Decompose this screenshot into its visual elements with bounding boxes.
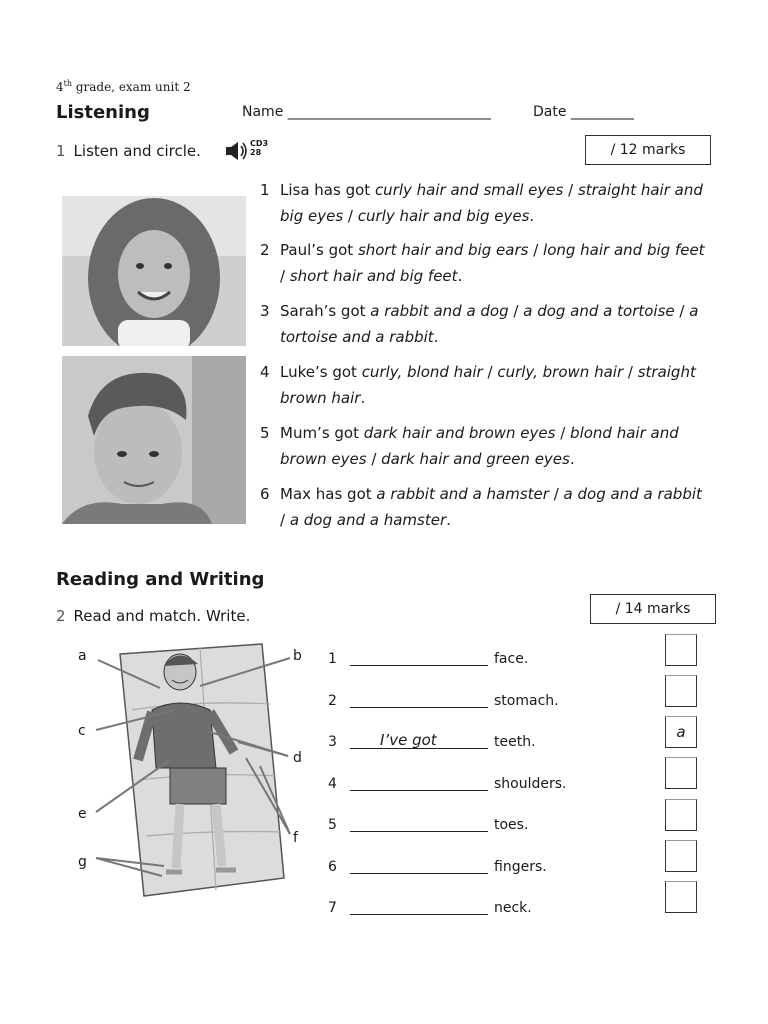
label-c: c — [78, 723, 86, 739]
listening-marks-box: / 12 marks — [585, 135, 711, 165]
choice[interactable]: a rabbit and a hamster — [376, 485, 549, 503]
choice[interactable]: a dog and a rabbit — [563, 485, 702, 503]
label-a: a — [78, 648, 87, 664]
choice[interactable]: straight brown hair — [280, 363, 696, 407]
label-g: g — [78, 854, 87, 870]
listening-item-5: 5 Mum’s got dark hair and brown eyes / blond hair and brown eyes / dark hair and green eyes. — [260, 424, 679, 468]
letter-box-3[interactable]: a — [665, 716, 697, 748]
listening-item-2: 2 Paul’s got short hair and big ears / long hair and big feet / short hair and big feet. — [260, 241, 705, 285]
task-1-instruction: 1 Listen and circle. — [56, 142, 201, 160]
cd-track-label: CD3 28 — [250, 139, 269, 157]
listening-item-1: 1 Lisa has got curly hair and small eyes / straight hair and big eyes / curly hair and big eyes. — [260, 181, 703, 225]
boy-photo — [62, 356, 246, 524]
task-2-instruction: 2 Read and match. Write. — [56, 607, 251, 625]
choice[interactable]: short hair and big feet — [289, 267, 458, 285]
girl-photo — [62, 196, 246, 346]
answer-blank[interactable] — [350, 813, 488, 832]
choice[interactable]: a rabbit and a dog — [370, 302, 509, 320]
letter-box-2[interactable] — [665, 675, 697, 707]
label-e: e — [78, 806, 87, 822]
answer-blank[interactable] — [350, 896, 488, 915]
answer-blank[interactable] — [350, 689, 488, 708]
choice[interactable]: curly hair and big eyes — [357, 207, 530, 225]
listening-item-4: 4 Luke’s got curly, blond hair / curly, brown hair / straight brown hair. — [260, 363, 696, 407]
listening-item-3: 3 Sarah’s got a rabbit and a dog / a dog and a tortoise / a tortoise and a rabbit. — [260, 302, 699, 346]
choice[interactable]: straight hair and big eyes — [280, 181, 703, 225]
choice[interactable]: dark hair and green eyes — [381, 450, 570, 468]
answer-blank[interactable] — [350, 772, 488, 791]
answer-blank[interactable] — [350, 855, 488, 874]
name-field[interactable]: Name _____________________________ — [242, 104, 491, 120]
reading-writing-heading: Reading and Writing — [56, 569, 265, 590]
letter-box-4[interactable] — [665, 757, 697, 789]
answer-blank[interactable] — [350, 647, 488, 666]
choice[interactable]: curly, brown hair — [497, 363, 624, 381]
letter-box-6[interactable] — [665, 840, 697, 872]
listening-item-6: 6 Max has got a rabbit and a hamster / a dog and a rabbit / a dog and a hamster. — [260, 485, 702, 529]
choice[interactable]: a dog and a hamster — [289, 511, 447, 529]
choice[interactable]: short hair and big ears — [357, 241, 529, 259]
choice[interactable]: long hair and big feet — [543, 241, 705, 259]
choice[interactable]: curly, blond hair — [361, 363, 483, 381]
letter-box-5[interactable] — [665, 799, 697, 831]
choice[interactable]: a dog and a tortoise — [523, 302, 675, 320]
choice[interactable]: a tortoise and a rabbit — [280, 302, 699, 346]
label-f: f — [293, 830, 298, 846]
listening-heading: Listening — [56, 102, 150, 123]
date-field[interactable]: Date _________ — [533, 104, 634, 120]
choice[interactable]: blond hair and brown eyes — [280, 424, 679, 468]
answer-blank[interactable]: I’ve got — [350, 730, 488, 749]
choice[interactable]: dark hair and brown eyes — [363, 424, 556, 442]
label-d: d — [293, 750, 302, 766]
reading-marks-box: / 14 marks — [590, 594, 716, 624]
letter-box-1[interactable] — [665, 634, 697, 666]
letter-box-7[interactable] — [665, 881, 697, 913]
choice[interactable]: curly hair and small eyes — [374, 181, 564, 199]
connector-lines — [80, 640, 310, 900]
label-b: b — [293, 648, 302, 664]
exam-subtitle: 4th grade, exam unit 2 — [56, 79, 191, 94]
